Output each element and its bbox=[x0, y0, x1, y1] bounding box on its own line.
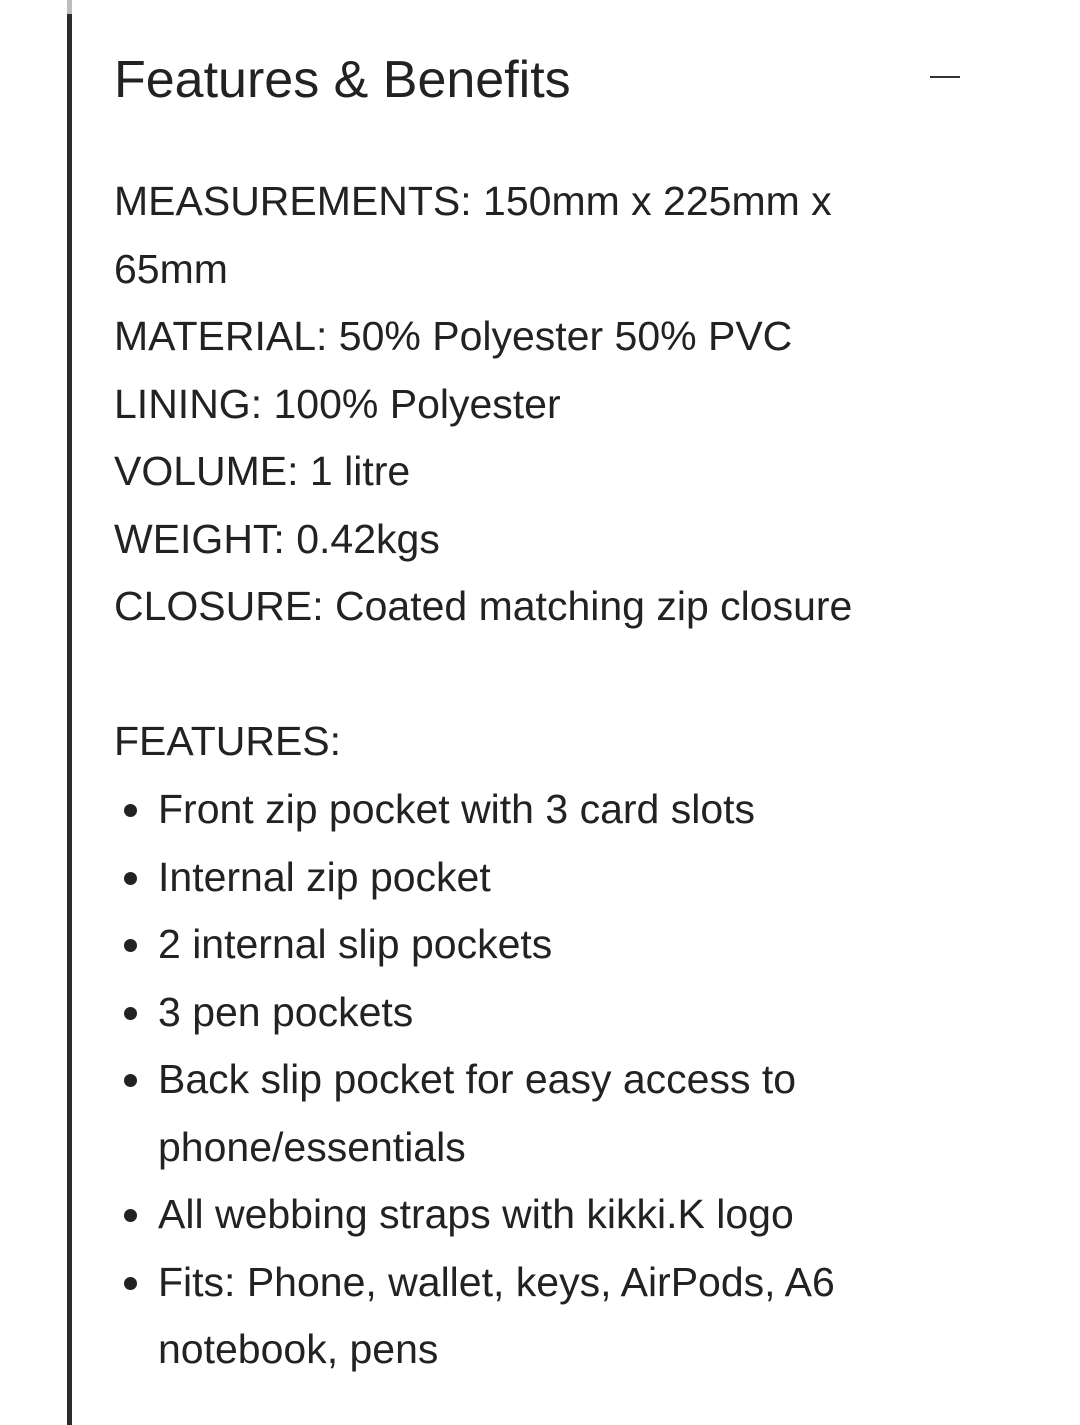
spec-list bbox=[114, 168, 884, 641]
feature-text: Fits: Phone, wallet, keys, AirPods, A6 notebook, pens bbox=[158, 1258, 835, 1372]
accordion-left-border bbox=[67, 0, 72, 1425]
bullet-icon bbox=[124, 1074, 137, 1087]
bullet-icon bbox=[124, 804, 137, 817]
list-item bbox=[114, 1181, 894, 1249]
feature-text: Internal zip pocket bbox=[158, 853, 491, 900]
bullet-icon bbox=[124, 1209, 137, 1222]
section-title: Features & Benefits bbox=[114, 51, 571, 109]
list-item bbox=[114, 911, 894, 979]
list-item bbox=[114, 844, 894, 912]
list-item bbox=[114, 979, 894, 1047]
spec-weight: WEIGHT: 0.42kgs bbox=[114, 515, 440, 562]
feature-text: All webbing straps with kikki.K logo bbox=[158, 1191, 794, 1237]
bullet-icon bbox=[124, 939, 137, 952]
spec-measurements: MEASUREMENTS: 150mm x 225mm x 65mm bbox=[114, 178, 832, 292]
spec-lining: LINING: 100% Polyester bbox=[114, 380, 561, 427]
minus-icon bbox=[930, 76, 960, 78]
features-heading: FEATURES: bbox=[114, 718, 342, 764]
list-item bbox=[114, 776, 894, 844]
feature-text: Front zip pocket with 3 card slots bbox=[158, 786, 756, 832]
bullet-icon bbox=[124, 1007, 137, 1020]
bullet-icon bbox=[124, 872, 137, 885]
spec-material: MATERIAL: 50% Polyester 50% PVC bbox=[114, 313, 793, 359]
features-benefits-panel bbox=[114, 0, 994, 1372]
feature-text: 2 internal slip pockets bbox=[158, 921, 553, 967]
features-list bbox=[114, 776, 894, 1384]
list-item bbox=[114, 1249, 894, 1384]
accordion-left-border-top bbox=[67, 0, 72, 14]
feature-text: Back slip pocket for easy access to phone/essentials bbox=[158, 1056, 797, 1170]
accordion-header[interactable] bbox=[114, 0, 994, 160]
bullet-icon bbox=[124, 1277, 137, 1290]
spec-volume: VOLUME: 1 litre bbox=[114, 448, 411, 494]
collapse-button[interactable] bbox=[924, 56, 968, 100]
feature-text: 3 pen pockets bbox=[158, 988, 414, 1035]
spec-closure: CLOSURE: Coated matching zip closure bbox=[114, 583, 853, 629]
list-item bbox=[114, 1046, 894, 1181]
